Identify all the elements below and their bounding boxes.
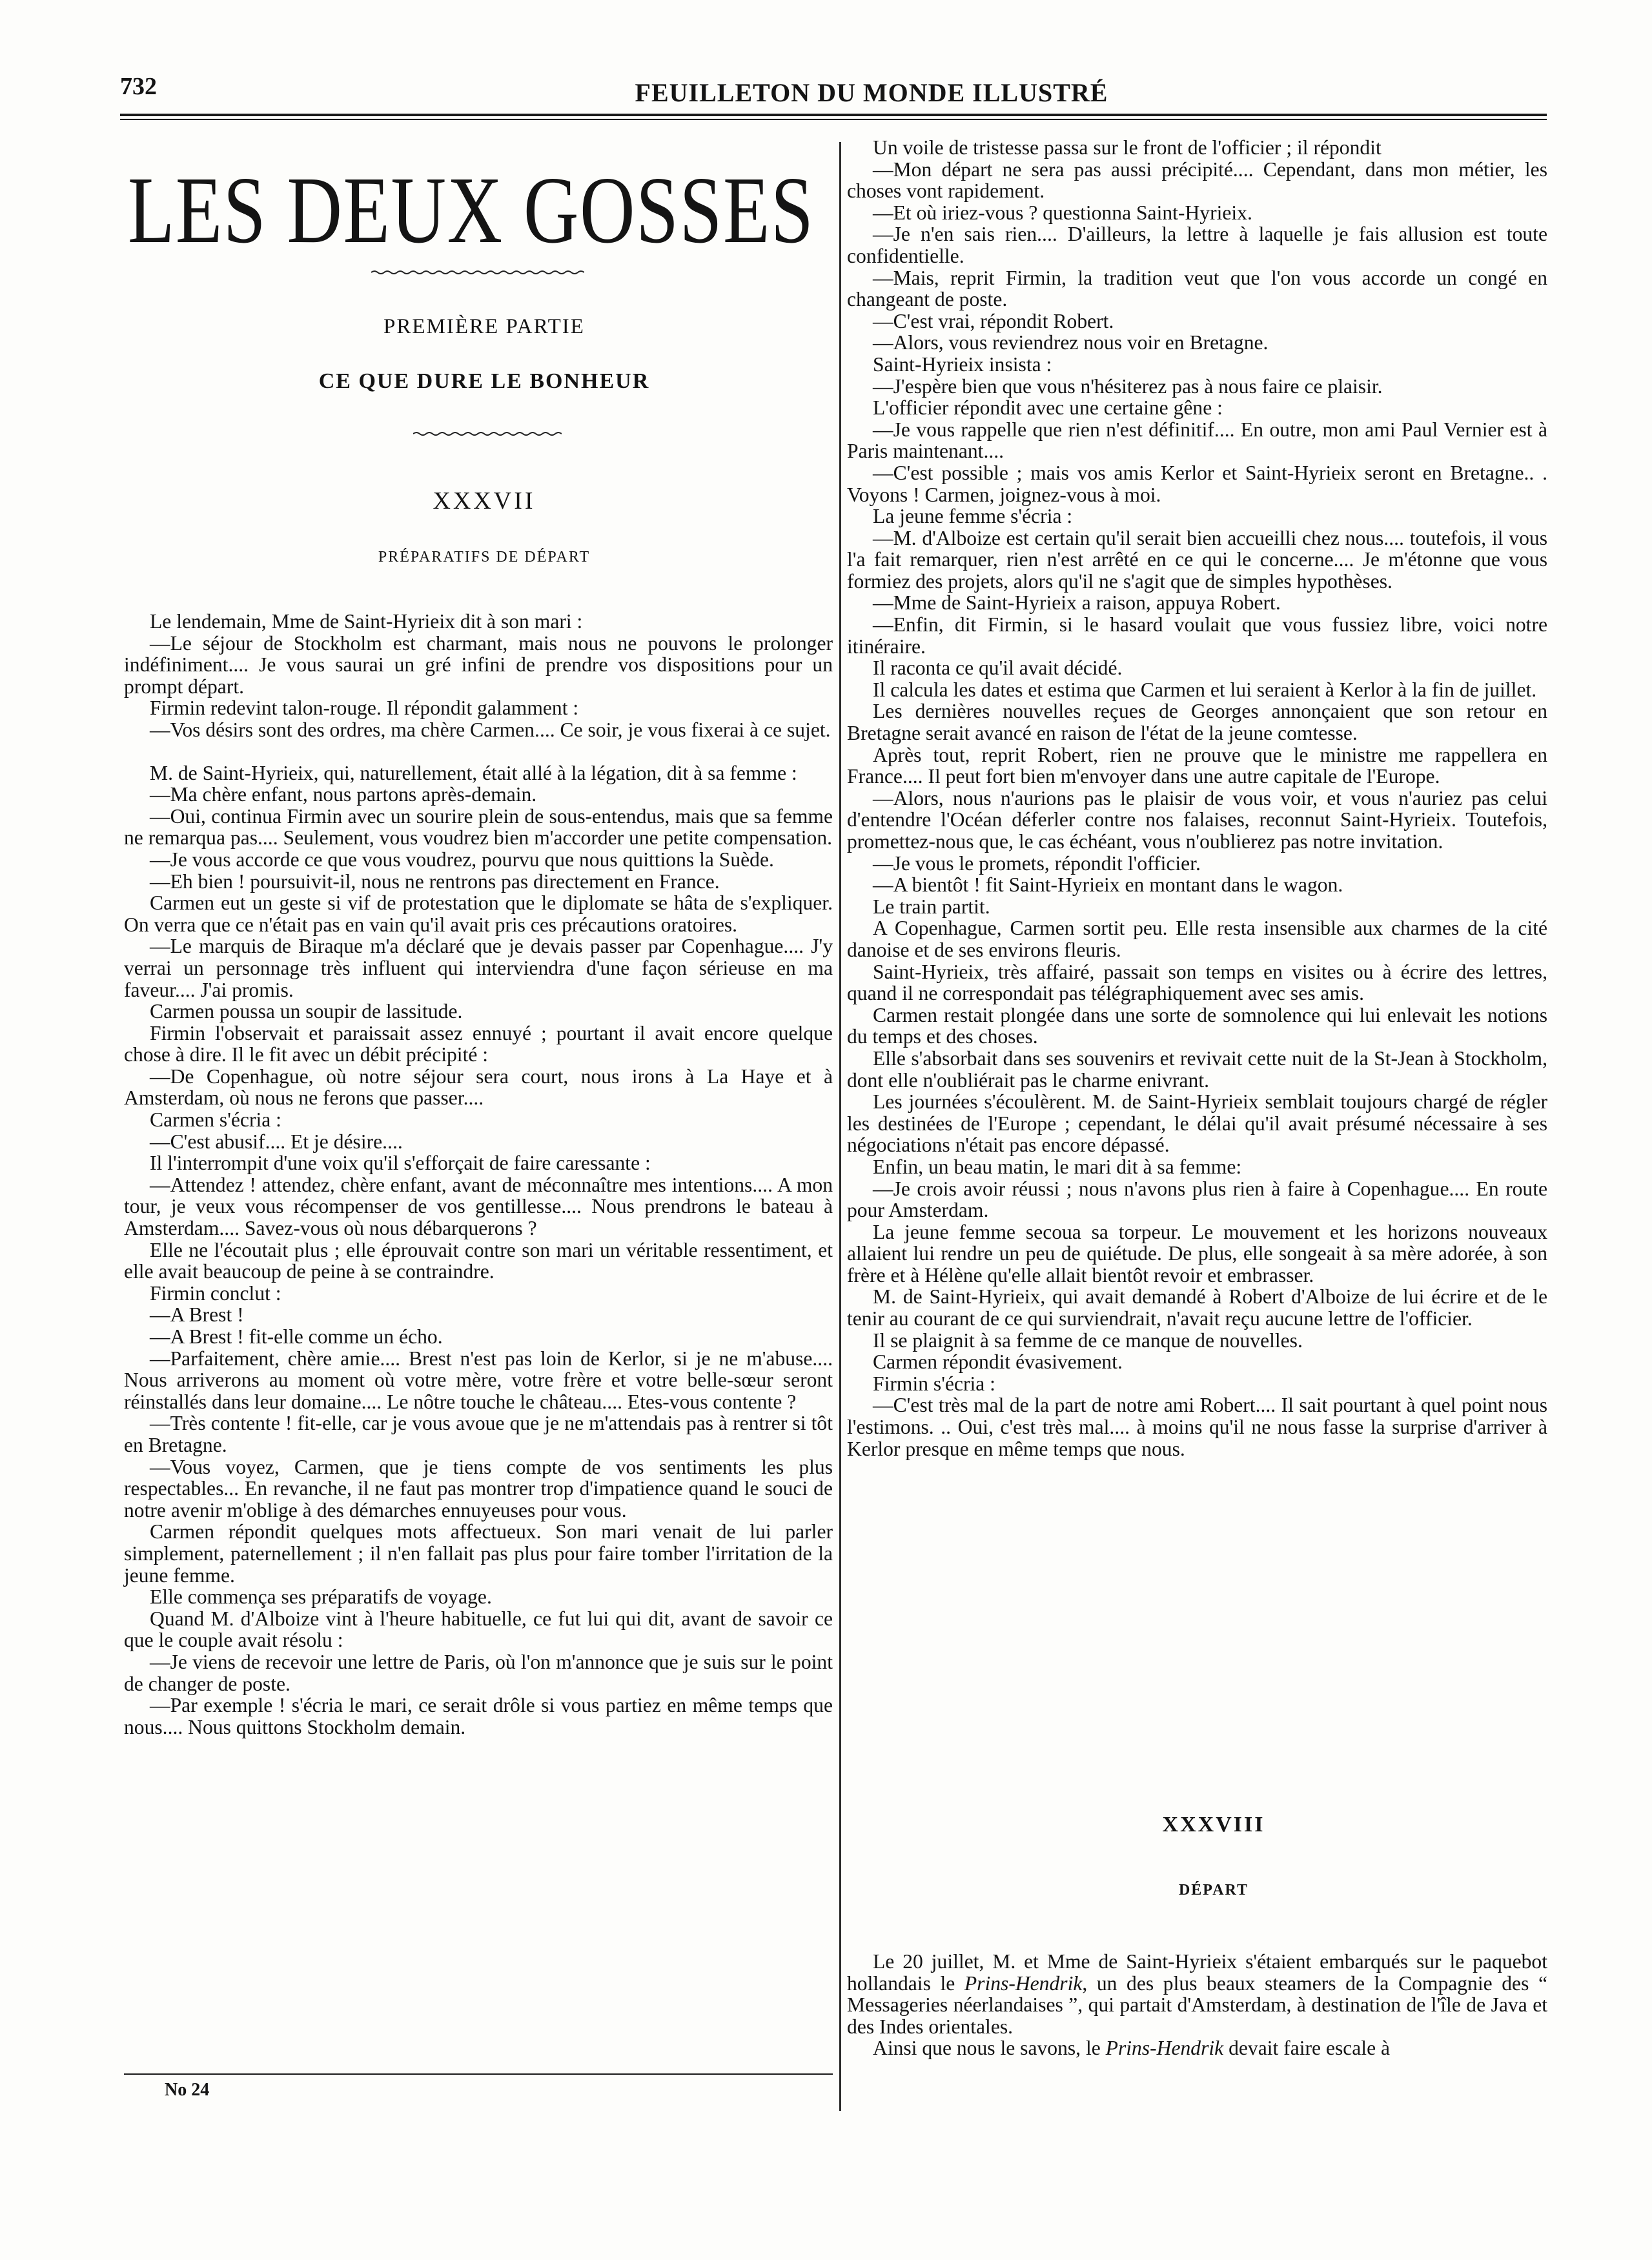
paragraph: Le lendemain, Mme de Saint-Hyrieix dit à son mari : <box>150 610 583 633</box>
text-run: Ainsi que nous le savons, le <box>873 2037 1106 2060</box>
paragraph: —Mon départ ne sera pas aussi précipité.... Cependant, dans mon métier, les choses vont rapidement. <box>847 158 1547 203</box>
paragraph: —Je vous rappelle que rien n'est définitif.... En outre, mon ami Paul Vernier est à Paris maintenant.... <box>847 418 1547 463</box>
paragraph: Le train partit. <box>873 895 990 918</box>
paragraph: Carmen s'écria : <box>150 1108 281 1132</box>
header-rule <box>120 114 1547 116</box>
text-run: , un des plus beaux steamers de la Compagnie des “ Messageries néerlandaises ”, qui partait d'Amsterdam, à destination de l'île de Java et des Indes orientales. <box>847 1971 1547 2038</box>
paragraph: —Très contente ! fit-elle, car je vous avoue que je ne m'attendais pas à rentrer si tôt en Bretagne. <box>124 1412 833 1456</box>
paragraph: —C'est possible ; mais vos amis Kerlor et Saint-Hyrieix seront en Bretagne.. . Voyons ! Carmen, joignez-vous à moi. <box>847 461 1547 506</box>
paragraph: Enfin, un beau matin, le mari dit à sa femme: <box>873 1155 1242 1178</box>
ship-name: Prins-Hendrik <box>1105 2037 1224 2060</box>
paragraph: —Le marquis de Biraque m'a déclaré que je devais passer par Copenhague.... J'y verrai un personnage très influent qui interviendra d'une façon sérieuse en ma faveur.... J'ai promis. <box>124 935 833 1001</box>
column-left <box>124 611 833 1738</box>
chapter-title: PRÉPARATIFS DE DÉPART <box>378 549 591 565</box>
paragraph: Saint-Hyrieix, très affairé, passait son temps en visites ou à écrire des lettres, quand il ne correspondait pas télégraphiquement avec ses amis. <box>847 960 1547 1005</box>
paragraph: Elle s'absorbait dans ses souvenirs et revivait cette nuit de la St-Jean à Stockholm, dont elle n'oubliérait pas le charme enivrant. <box>847 1046 1547 1092</box>
column-divider <box>839 142 841 2111</box>
running-head: FEUILLETON DU MONDE ILLUSTRÉ <box>635 78 1108 107</box>
paragraph: A Copenhague, Carmen sortit peu. Elle resta insensible aux charmes de la cité danoise et de ses environs fleuris. <box>847 917 1547 961</box>
paragraph: —Enfin, dit Firmin, si le hasard voulait que vous fussiez libre, voici notre itinéraire. <box>847 613 1547 658</box>
wavy-ornament <box>413 431 562 435</box>
paragraph <box>847 1951 1547 2037</box>
paragraph: —Alors, nous n'aurions pas le plaisir de vous voir, et vous n'auriez pas celui d'entendre l'Océan déferler contre nos falaises, reconnut Saint-Hyrieix. Toutefois, promettez-nous que, le cas échéant, vous n'oublierez pas notre invitation. <box>847 786 1547 853</box>
paragraph: Carmen poussa un soupir de lassitude. <box>150 1000 463 1023</box>
paragraph: —Vous voyez, Carmen, que je tiens compte de vos sentiments les plus respectables... En revanche, il ne faut pas montrer trop d'impatience quand le souci de notre avenir m'oblige à des démarches ennuyeuses pour vous. <box>124 1455 833 1522</box>
paragraph: Il se plaignit à sa femme de ce manque de nouvelles. <box>873 1329 1303 1352</box>
paragraph: —A Brest ! <box>150 1303 244 1327</box>
paragraph: Firmin conclut : <box>150 1281 281 1305</box>
paragraph: —Alors, vous reviendrez nous voir en Bretagne. <box>873 331 1269 354</box>
paragraph: Après tout, reprit Robert, rien ne prouve que le ministre me rappellera en France.... Il peut fort bien m'envoyer dans une autre capitale de l'Europe. <box>847 743 1547 788</box>
paragraph: —Et où iriez-vous ? questionna Saint-Hyrieix. <box>873 201 1252 224</box>
paragraph: —A Brest ! fit-elle comme un écho. <box>150 1325 443 1348</box>
page-number: 732 <box>120 73 157 100</box>
paragraph: —Parfaitement, chère amie.... Brest n'est pas loin de Kerlor, si je ne m'abuse.... Nous arriverons au moment où votre mère, votre frère et votre belle-sœur seront réinstallés dans leur domaine.... Le nôtre touche le château.... Etes-vous contente ? <box>124 1347 833 1413</box>
paragraph: Carmen répondit quelques mots affectueux. Son mari venait de lui parler simplement, paternellement ; il n'en fallait pas plus pour faire tomber l'irritation de la jeune femme. <box>124 1520 833 1587</box>
paragraph: Elle commença ses préparatifs de voyage. <box>150 1585 492 1609</box>
part-heading: PREMIÈRE PARTIE <box>383 315 585 338</box>
paragraph: —C'est abusif.... Et je désire.... <box>150 1130 403 1153</box>
paragraph: Carmen restait plongée dans une sorte de somnolence qui lui enlevait les notions du temps et des choses. <box>847 1003 1547 1048</box>
chapter-number: XXXVII <box>433 487 536 514</box>
header-rule-thin <box>120 119 1547 120</box>
paragraph: Firmin redevint talon-rouge. Il répondit galamment : <box>150 697 579 720</box>
paragraph: Elle ne l'écoutait plus ; elle éprouvait contre son mari un véritable ressentiment, et elle avait beaucoup de peine à se contraindre. <box>124 1238 833 1283</box>
ship-name: Prins-Hendrik <box>964 1971 1083 1995</box>
paragraph: —Ma chère enfant, nous partons après-demain. <box>150 783 537 806</box>
paragraph: Il l'interrompit d'une voix qu'il s'efforçait de faire caressante : <box>150 1152 651 1175</box>
paragraph: —Mais, reprit Firmin, la tradition veut que l'on vous accorde un congé en changeant de poste. <box>847 266 1547 311</box>
paragraph: Carmen répondit évasivement. <box>873 1350 1123 1374</box>
chapter-number: XXXVIII <box>1162 1813 1265 1837</box>
column-right <box>847 137 1547 1460</box>
feuilleton-title: LES DEUX GOSSES <box>128 158 815 263</box>
paragraph: Firmin s'écria : <box>873 1372 995 1395</box>
paragraph: Saint-Hyrieix insista : <box>873 352 1052 376</box>
part-subtitle: CE QUE DURE LE BONHEUR <box>318 369 650 393</box>
paragraph <box>847 2037 1547 2059</box>
paragraph: —Je crois avoir réussi ; nous n'avons plus rien à faire à Copenhague.... En route pour Amsterdam. <box>847 1177 1547 1222</box>
text-run: Le 20 juillet, M. et Mme de Saint-Hyrieix s'étaient embarqués sur le paquebot hollandais le <box>847 1950 1547 1995</box>
paragraph: L'officier répondit avec une certaine gêne : <box>873 396 1223 420</box>
paragraph: —A bientôt ! fit Saint-Hyrieix en montant dans le wagon. <box>873 873 1343 897</box>
paragraph: —Je viens de recevoir une lettre de Paris, où l'on m'annonce que je suis sur le point de changer de poste. <box>124 1650 833 1695</box>
paragraph: Il calcula les dates et estima que Carmen et lui seraient à Kerlor à la fin de juillet. <box>873 678 1537 701</box>
paragraph: M. de Saint-Hyrieix, qui, naturellement, était allé à la légation, dit à sa femme : <box>150 761 797 784</box>
column-right-chapter38 <box>847 1951 1547 2059</box>
paragraph: —Oui, continua Firmin avec un sourire plein de sous-entendus, mais que sa femme ne remarqua pas.... Seulement, vous voudrez bien m'accorder une petite compensation. <box>124 804 833 850</box>
paragraph: —Par exemple ! s'écria le mari, ce serait drôle si vous partiez en même temps que nous.... Nous quittons Stockholm demain. <box>124 1694 833 1738</box>
paragraph: M. de Saint-Hyrieix, qui avait demandé à Robert d'Alboize de lui écrire et de le tenir au courant de ce qui surviendrait, n'avait reçu aucune lettre de l'officier. <box>847 1285 1547 1330</box>
paragraph: Carmen eut un geste si vif de protestation que le diplomate se hâta de s'expliquer. On verra que ce n'était pas en vain qu'il avait pris ces précautions oratoires. <box>124 891 833 936</box>
paragraph: —De Copenhague, où notre séjour sera court, nous irons à La Haye et à Amsterdam, où nous ne ferons que passer.... <box>124 1064 833 1110</box>
paragraph: —C'est très mal de la part de notre ami Robert.... Il sait pourtant à quel point nous l'estimons. .. Oui, c'est très mal.... à moins qu'il ne nous fasse la surprise d'arriver à Kerlor presque en même temps que nous. <box>847 1394 1547 1460</box>
paragraph: —Je n'en sais rien.... D'ailleurs, la lettre à laquelle je fais allusion est toute confidentielle. <box>847 223 1547 267</box>
paragraph: Quand M. d'Alboize vint à l'heure habituelle, ce fut lui qui dit, avant de savoir ce que le couple avait résolu : <box>124 1607 833 1652</box>
footer-rule <box>124 2073 833 2075</box>
wavy-ornament <box>371 270 584 274</box>
paragraph: Firmin l'observait et paraissait assez ennuyé ; pourtant il avait encore quelque chose à dire. Il le fit avec un débit précipité : <box>124 1021 833 1066</box>
paragraph: —C'est vrai, répondit Robert. <box>873 309 1114 332</box>
chapter-title: DÉPART <box>1178 1882 1249 1899</box>
paragraph: —Je vous accorde ce que vous voudrez, pourvu que nous quittions la Suède. <box>150 848 774 871</box>
paragraph: —Je vous le promets, répondit l'officier. <box>873 851 1201 875</box>
paragraph: Un voile de tristesse passa sur le front de l'officier ; il répondit <box>873 136 1382 159</box>
issue-number: No 24 <box>165 2080 210 2100</box>
paragraph: —Eh bien ! poursuivit-il, nous ne rentrons pas directement en France. <box>150 870 720 893</box>
paragraph: Les dernières nouvelles reçues de Georges annonçaient que son retour en Bretagne serait avancé en raison de l'état de la jeune comtesse. <box>847 700 1547 745</box>
paragraph: —Le séjour de Stockholm est charmant, mais nous ne pouvons le prolonger indéfiniment.... Je vous saurai un gré infini de prendre vos dispositions pour un prompt départ. <box>124 631 833 698</box>
paragraph: —M. d'Alboize est certain qu'il serait bien accueilli chez nous.... toutefois, il vous l'a fait remarquer, rien n'est arrêté en ce qui le concerne.... Je m'étonne que vous formiez des projets, alors qu'il ne s'agit que de simples hypothèses. <box>847 526 1547 593</box>
paragraph: —J'espère bien que vous n'hésiterez pas à nous faire ce plaisir. <box>873 374 1383 398</box>
text-run: devait faire escale à <box>1223 2037 1391 2060</box>
paragraph: Les journées s'écoulèrent. M. de Saint-Hyrieix semblait toujours chargé de régler les destinées de l'Europe ; cependant, le délai qu'il avait présumé nécessaire à ses négociations n'était pas encore dépassé. <box>847 1090 1547 1157</box>
paragraph: Il raconta ce qu'il avait décidé. <box>873 657 1123 680</box>
paragraph: La jeune femme secoua sa torpeur. Le mouvement et les horizons nouveaux allaient lui rendre un peu de quiétude. De plus, elle songeait à sa mère adorée, à son frère et à Hélène qu'elle allait bientôt revoir et embrasser. <box>847 1220 1547 1287</box>
paragraph: —Mme de Saint-Hyrieix a raison, appuya Robert. <box>873 591 1281 615</box>
paragraph: —Vos désirs sont des ordres, ma chère Carmen.... Ce soir, je vous fixerai à ce sujet. <box>150 718 831 741</box>
paragraph: —Attendez ! attendez, chère enfant, avant de méconnaître mes intentions.... A mon tour, je veux vous récompenser de vos gentillesse.... Nous prendrons le bateau à Amsterdam.... Savez-vous où nous débarquerons ? <box>124 1173 833 1240</box>
paragraph: La jeune femme s'écria : <box>873 505 1073 528</box>
